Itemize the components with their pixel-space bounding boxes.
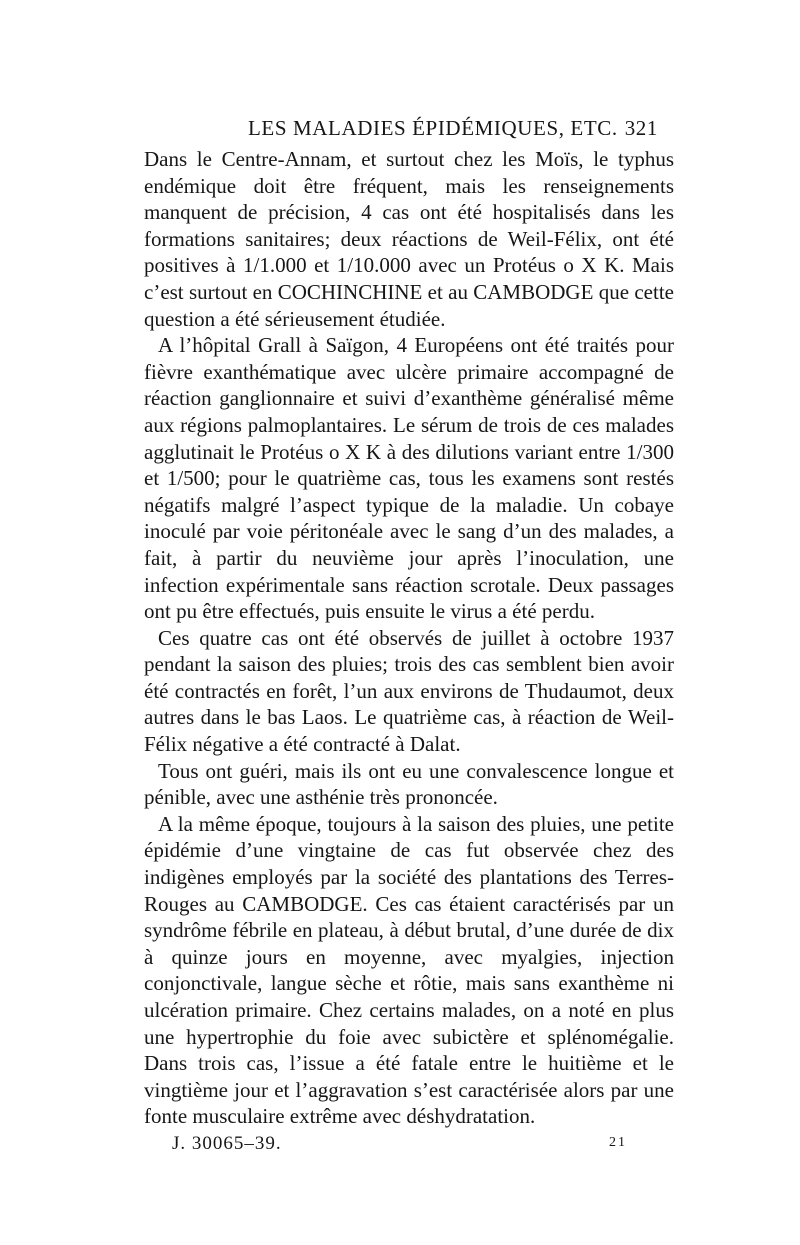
paragraph: Tous ont guéri, mais ils ont eu une convalescence longue et pénible, avec une asthénie très prononcée. [144, 758, 674, 810]
paragraph: Ces quatre cas ont été observés de juillet à octobre 1937 pendant la saison des pluies; trois des cas semblent bien avoir été contractés en forêt, l’un aux environs de Thudaumot, deux autres dans le bas Laos. Le quatrième cas, à réaction de Weil-Félix négative a été contracté à Dalat. [144, 625, 674, 757]
page-number: 321 [624, 116, 658, 140]
running-title: LES MALADIES ÉPIDÉMIQUES, ETC. [248, 116, 618, 140]
print-reference: J. 30065–39. [172, 1133, 282, 1154]
page-footer [172, 1133, 627, 1159]
sheet-number: 21 [609, 1135, 627, 1150]
paragraph: A la même époque, toujours à la saison des pluies, une petite épidémie d’une vingtaine de cas fut observée chez des indigènes employés par la société des plantations des Terres-Rouges au CAMBODGE. Ces cas étaient caractérisés par un syndrôme fébrile en plateau, à début brutal, d’une durée de dix à quinze jours en moyenne, avec myalgies, injection conjonctivale, langue sèche et rôtie, mais sans exanthème ni ulcération primaire. Chez certains malades, on a noté en plus une hypertrophie du foie avec subictère et splénomégalie. Dans trois cas, l’issue a été fatale entre le huitième et le vingtième jour et l’aggravation s’est caractérisée alors par une fonte musculaire extrême avec déshydratation. [144, 811, 674, 1129]
running-head [248, 116, 658, 146]
paragraph: Dans le Centre-Annam, et surtout chez les Moïs, le typhus endémique doit être fréquent, mais les renseignements manquent de précision, 4 cas ont été hospitalisés dans les formations sanitaires; deux réactions de Weil-Félix, ont été positives à 1/1.000 et 1/10.000 avec un Protéus o X K. Mais c’est surtout en COCHINCHINE et au CAMBODGE que cette question a été sérieusement étudiée. [144, 147, 674, 331]
paragraph: A l’hôpital Grall à Saïgon, 4 Européens ont été traités pour fièvre exanthématique avec ulcère primaire accompagné de réaction ganglionnaire et suivi d’exanthème généralisé même aux régions palmoplantaires. Le sérum de trois de ces malades agglutinait le Protéus o X K à des dilutions variant entre 1/300 et 1/500; pour le quatrième cas, tous les examens sont restés négatifs malgré l’aspect typique de la maladie. Un cobaye inoculé par voie péritonéale avec le sang d’un des malades, a fait, à partir du neuvième jour après l’inoculation, une infection expérimentale sans réaction scrotale. Deux passages ont pu être effectués, puis ensuite le virus a été perdu. [144, 333, 674, 624]
body-text [144, 146, 674, 1130]
